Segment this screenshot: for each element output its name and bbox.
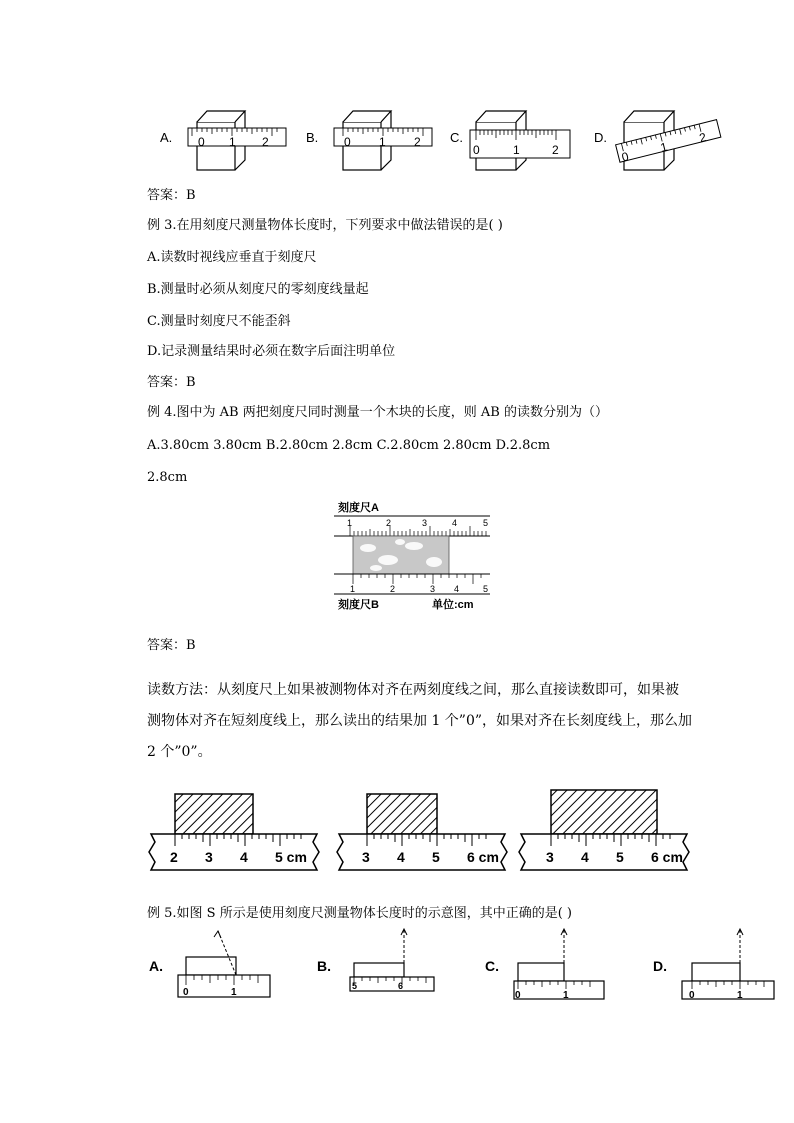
hatched-ruler-1-tick-1: 3 xyxy=(205,849,213,865)
option-a-figure xyxy=(160,111,286,170)
hatched-ruler-2 xyxy=(337,794,507,870)
option-b-tick-0: 0 xyxy=(344,135,351,149)
q5-option-a-tick-0: 0 xyxy=(183,987,189,998)
q5-option-a-letter: A. xyxy=(149,958,163,974)
q5-option-d-tick-0: 0 xyxy=(689,990,695,1001)
option-b-tick-2: 2 xyxy=(414,135,421,149)
q5-option-b-tick-1: 6 xyxy=(398,981,404,991)
option-c-tick-2: 2 xyxy=(552,143,559,157)
option-c-tick-0: 0 xyxy=(473,143,480,157)
q5-option-d-letter: D. xyxy=(653,958,667,974)
option-d-letter: D. xyxy=(594,130,607,145)
ruler-a-label: 刻度尺A xyxy=(338,502,379,514)
hatched-blocks-figure xyxy=(145,782,695,882)
hatched-ruler-3-tick-3: 6 cm xyxy=(651,849,683,865)
ruler-a-tick-3: 3 xyxy=(422,518,428,528)
ruler-b-ticks xyxy=(353,574,481,584)
question-3-option-d: D.记录测量结果时必须在数字后面注明单位 xyxy=(147,344,396,359)
q5-option-b-tick-0: 5 xyxy=(352,981,358,991)
q5-option-c-letter: C. xyxy=(485,958,499,974)
q5-option-d-figure xyxy=(653,929,774,1001)
q5-option-a-tick-1: 1 xyxy=(231,987,237,998)
answer-4: 答案：B xyxy=(147,638,196,653)
hatched-ruler-1 xyxy=(149,794,319,870)
option-a-letter: A. xyxy=(160,130,173,145)
unit-label: 单位:cm xyxy=(432,599,474,611)
option-a-tick-0: 0 xyxy=(198,135,205,149)
question-4-options: A.3.80cm 3.80cm B.2.80cm 2.8cm C.2.80cm 2.80cm D.2.8cm xyxy=(147,438,551,453)
ruler-a-ticks xyxy=(350,526,486,536)
question-5-stem: 例 5.如图 S 所示是使用刻度尺测量物体长度时的示意图，其中正确的是( ) xyxy=(147,906,572,921)
option-c-letter: C. xyxy=(450,130,463,145)
option-b-figure xyxy=(306,111,432,170)
hatched-ruler-3-tick-1: 4 xyxy=(581,849,589,865)
hatched-ruler-2-tick-3: 6 cm xyxy=(467,849,499,865)
two-rulers-figure xyxy=(330,498,494,614)
question-4-options-wrap: 2.8cm xyxy=(147,470,188,485)
ruler-b-tick-1: 1 xyxy=(350,584,356,594)
hatched-ruler-2-tick-0: 3 xyxy=(362,849,370,865)
q5-option-b-figure xyxy=(317,929,434,991)
option-d-tick-1: 1 xyxy=(659,139,669,155)
ruler-b-tick-4: 4 xyxy=(454,584,460,594)
option-d-figure xyxy=(594,111,722,170)
hatched-ruler-3 xyxy=(519,790,689,870)
question-3-option-c: C.测量时刻度尺不能歪斜 xyxy=(147,314,291,329)
option-d-tick-0: 0 xyxy=(620,149,631,165)
answer-1: 答案：B xyxy=(147,188,196,203)
method-line-1: 读数方法：从刻度尺上如果被测物体对齐在两刻度线之间，那么直接读数即可，如果被 xyxy=(147,682,679,698)
hatched-ruler-1-tick-0: 2 xyxy=(170,849,178,865)
q5-option-c-figure xyxy=(485,929,604,1001)
question-3-option-a: A.读数时视线应垂直于刻度尺 xyxy=(147,250,317,265)
hatched-ruler-3-tick-0: 3 xyxy=(546,849,554,865)
ruler-a-tick-5: 5 xyxy=(483,518,489,528)
option-a-tick-1: 1 xyxy=(229,135,236,149)
q5-option-c-tick-1: 1 xyxy=(563,990,569,1001)
answer-3: 答案：B xyxy=(147,375,196,390)
method-line-2: 测物体对齐在短刻度线上，那么读出的结果加 1 个”0”，如果对齐在长刻度线上，那么加 xyxy=(147,713,693,729)
ruler-a-tick-4: 4 xyxy=(452,518,458,528)
question-3-stem: 例 3.在用刻度尺测量物体长度时，下列要求中做法错误的是( ) xyxy=(147,218,503,233)
q5-option-b-letter: B. xyxy=(317,958,331,974)
option-b-tick-1: 1 xyxy=(379,135,386,149)
method-line-3: 2 个”0”。 xyxy=(147,744,212,760)
question-4-stem: 例 4.图中为 AB 两把刻度尺同时测量一个木块的长度，则 AB 的读数分别为（） xyxy=(147,405,608,420)
question-3-option-b: B.测量时必须从刻度尺的零刻度线量起 xyxy=(147,282,369,297)
hatched-ruler-3-tick-2: 5 xyxy=(616,849,624,865)
ruler-b-tick-2: 2 xyxy=(390,584,396,594)
q5-option-d-tick-1: 1 xyxy=(737,990,743,1001)
q5-option-a-figure xyxy=(149,931,270,998)
ruler-b-label: 刻度尺B xyxy=(338,599,379,611)
hatched-ruler-2-tick-1: 4 xyxy=(397,849,405,865)
option-c-tick-1: 1 xyxy=(513,143,520,157)
hatched-ruler-1-tick-3: 5 cm xyxy=(275,849,307,865)
sight-line-options-figure xyxy=(146,925,786,1005)
hatched-ruler-1-tick-2: 4 xyxy=(240,849,248,865)
option-b-letter: B. xyxy=(306,130,319,145)
hatched-ruler-2-tick-2: 5 xyxy=(432,849,440,865)
ruler-options-figure xyxy=(150,100,730,180)
ruler-a-tick-2: 2 xyxy=(386,518,392,528)
option-a-tick-2: 2 xyxy=(262,135,269,149)
option-c-figure xyxy=(450,111,570,170)
q5-option-c-tick-0: 0 xyxy=(515,990,521,1001)
ruler-b-tick-3: 3 xyxy=(430,584,436,594)
ruler-b-tick-5: 5 xyxy=(483,584,489,594)
ruler-a-tick-1: 1 xyxy=(347,518,353,528)
option-d-tick-2: 2 xyxy=(697,129,708,146)
